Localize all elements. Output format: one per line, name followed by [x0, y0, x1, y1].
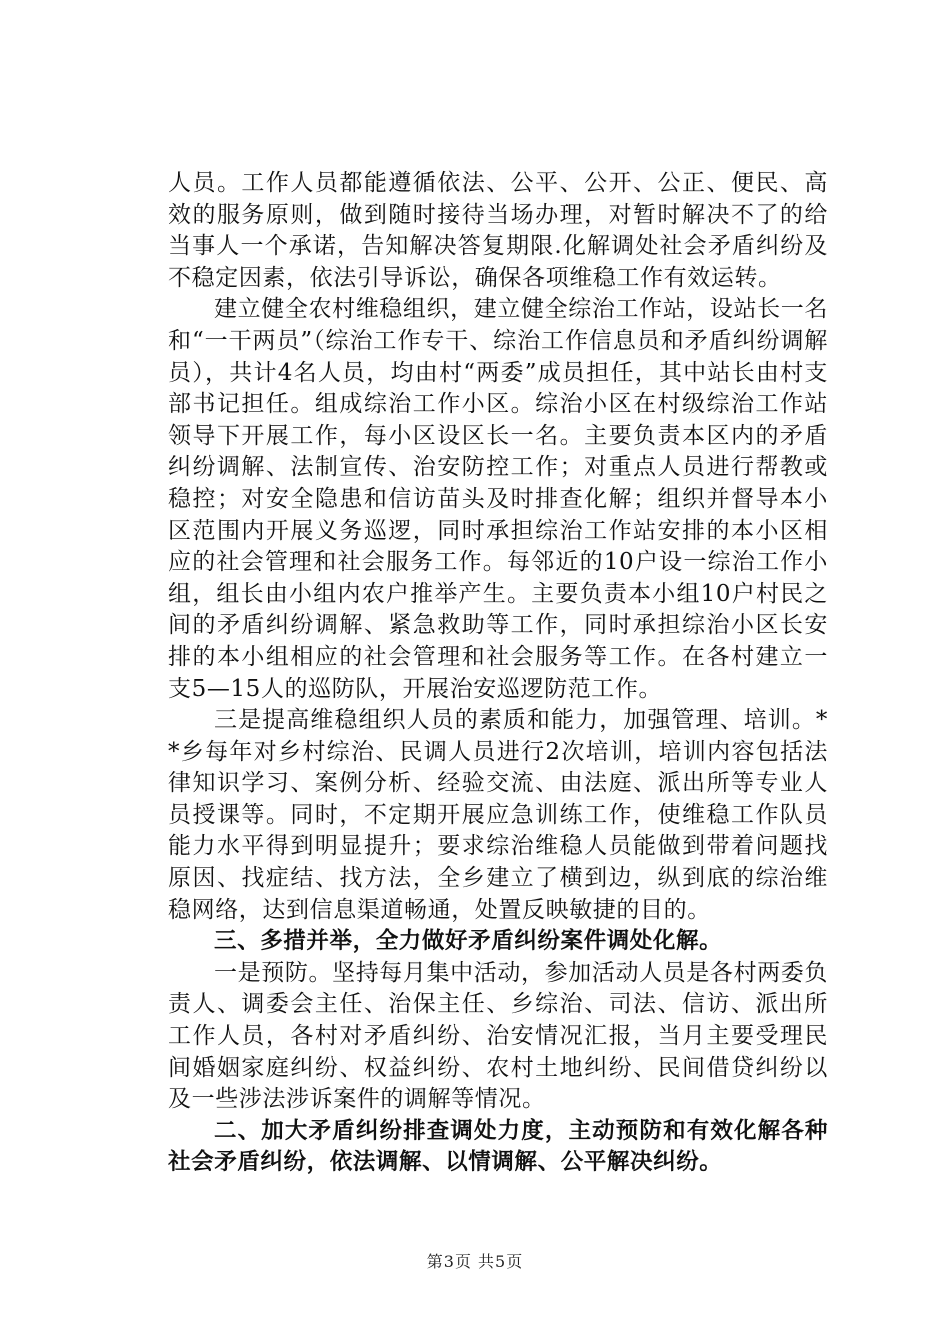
section-heading-three: 三、多措并举，全力做好矛盾纠纷案件调处化解。 — [214, 928, 723, 955]
paragraph-continuation: 人员。工作人员都能遵循依法、公平、公开、公正、便民、高效的服务原则，做到随时接待当场办理，对暂时解决不了的给当事人一个承诺，告知解决答复期限.化解调处社会矛盾纠纷及不稳定因素，依法引导诉讼，确保各项维稳工作有效运转。 — [168, 170, 828, 291]
paragraph-prevention: 一是预防。坚持每月集中活动，参加活动人员是各村两委负责人、调委会主任、治保主任、乡综治、司法、信访、派出所工作人员，各村对矛盾纠纷、治安情况汇报，当月主要受理民间婚姻家庭纠纷、权益纠纷、农村土地纠纷、民间借贷纠纷以及一些涉法涉诉案件的调解等情况。 — [168, 959, 828, 1113]
document-body — [168, 168, 828, 1179]
page-number-footer: 第3页 共5页 — [426, 1252, 524, 1271]
paragraph-village-organization: 建立健全农村维稳组织，建立健全综治工作站，设站长一名和“一干两员”（综治工作专干、综治工作信息员和矛盾纠纷调解员），共计4名人员，均由村“两委”成员担任，其中站长由村支部书记担任。组成综治工作小区。综治小区在村级综治工作站领导下开展工作，每小区设区长一名。主要负责本区内的矛盾纠纷调解、法制宣传、治安防控工作；对重点人员进行帮教或稳控；对安全隐患和信访苗头及时排查化解；组织并督导本小区范围内开展义务巡逻，同时承担综治工作站安排的本小区相应的社会管理和社会服务工作。每邻近的10户设一综治工作小组，组长由小组内农户推举产生。主要负责本小组10户村民之间的矛盾纠纷调解、紧急救助等工作，同时承担综治小区长安排的本小组相应的社会管理和社会服务等工作。在各村建立一支5—15人的巡防队，开展治安巡逻防范工作。 — [168, 296, 828, 702]
section-heading-two: 二、加大矛盾纠纷排查调处力度，主动预防和有效化解各种社会矛盾纠纷，依法调解、以情调解、公平解决纠纷。 — [168, 1117, 828, 1176]
paragraph-training: 三是提高维稳组织人员的素质和能力，加强管理、培训。**乡每年对乡村综治、民调人员进行2次培训，培训内容包括法律知识学习、案例分析、经验交流、由法庭、派出所等专业人员授课等。同时，不定期开展应急训练工作，使维稳工作队员能力水平得到明显提升；要求综治维稳人员能做到带着问题找原因、找症结、找方法，全乡建立了横到边，纵到底的综治维稳网络，达到信息渠道畅通，处置反映敏捷的目的。 — [168, 707, 828, 923]
